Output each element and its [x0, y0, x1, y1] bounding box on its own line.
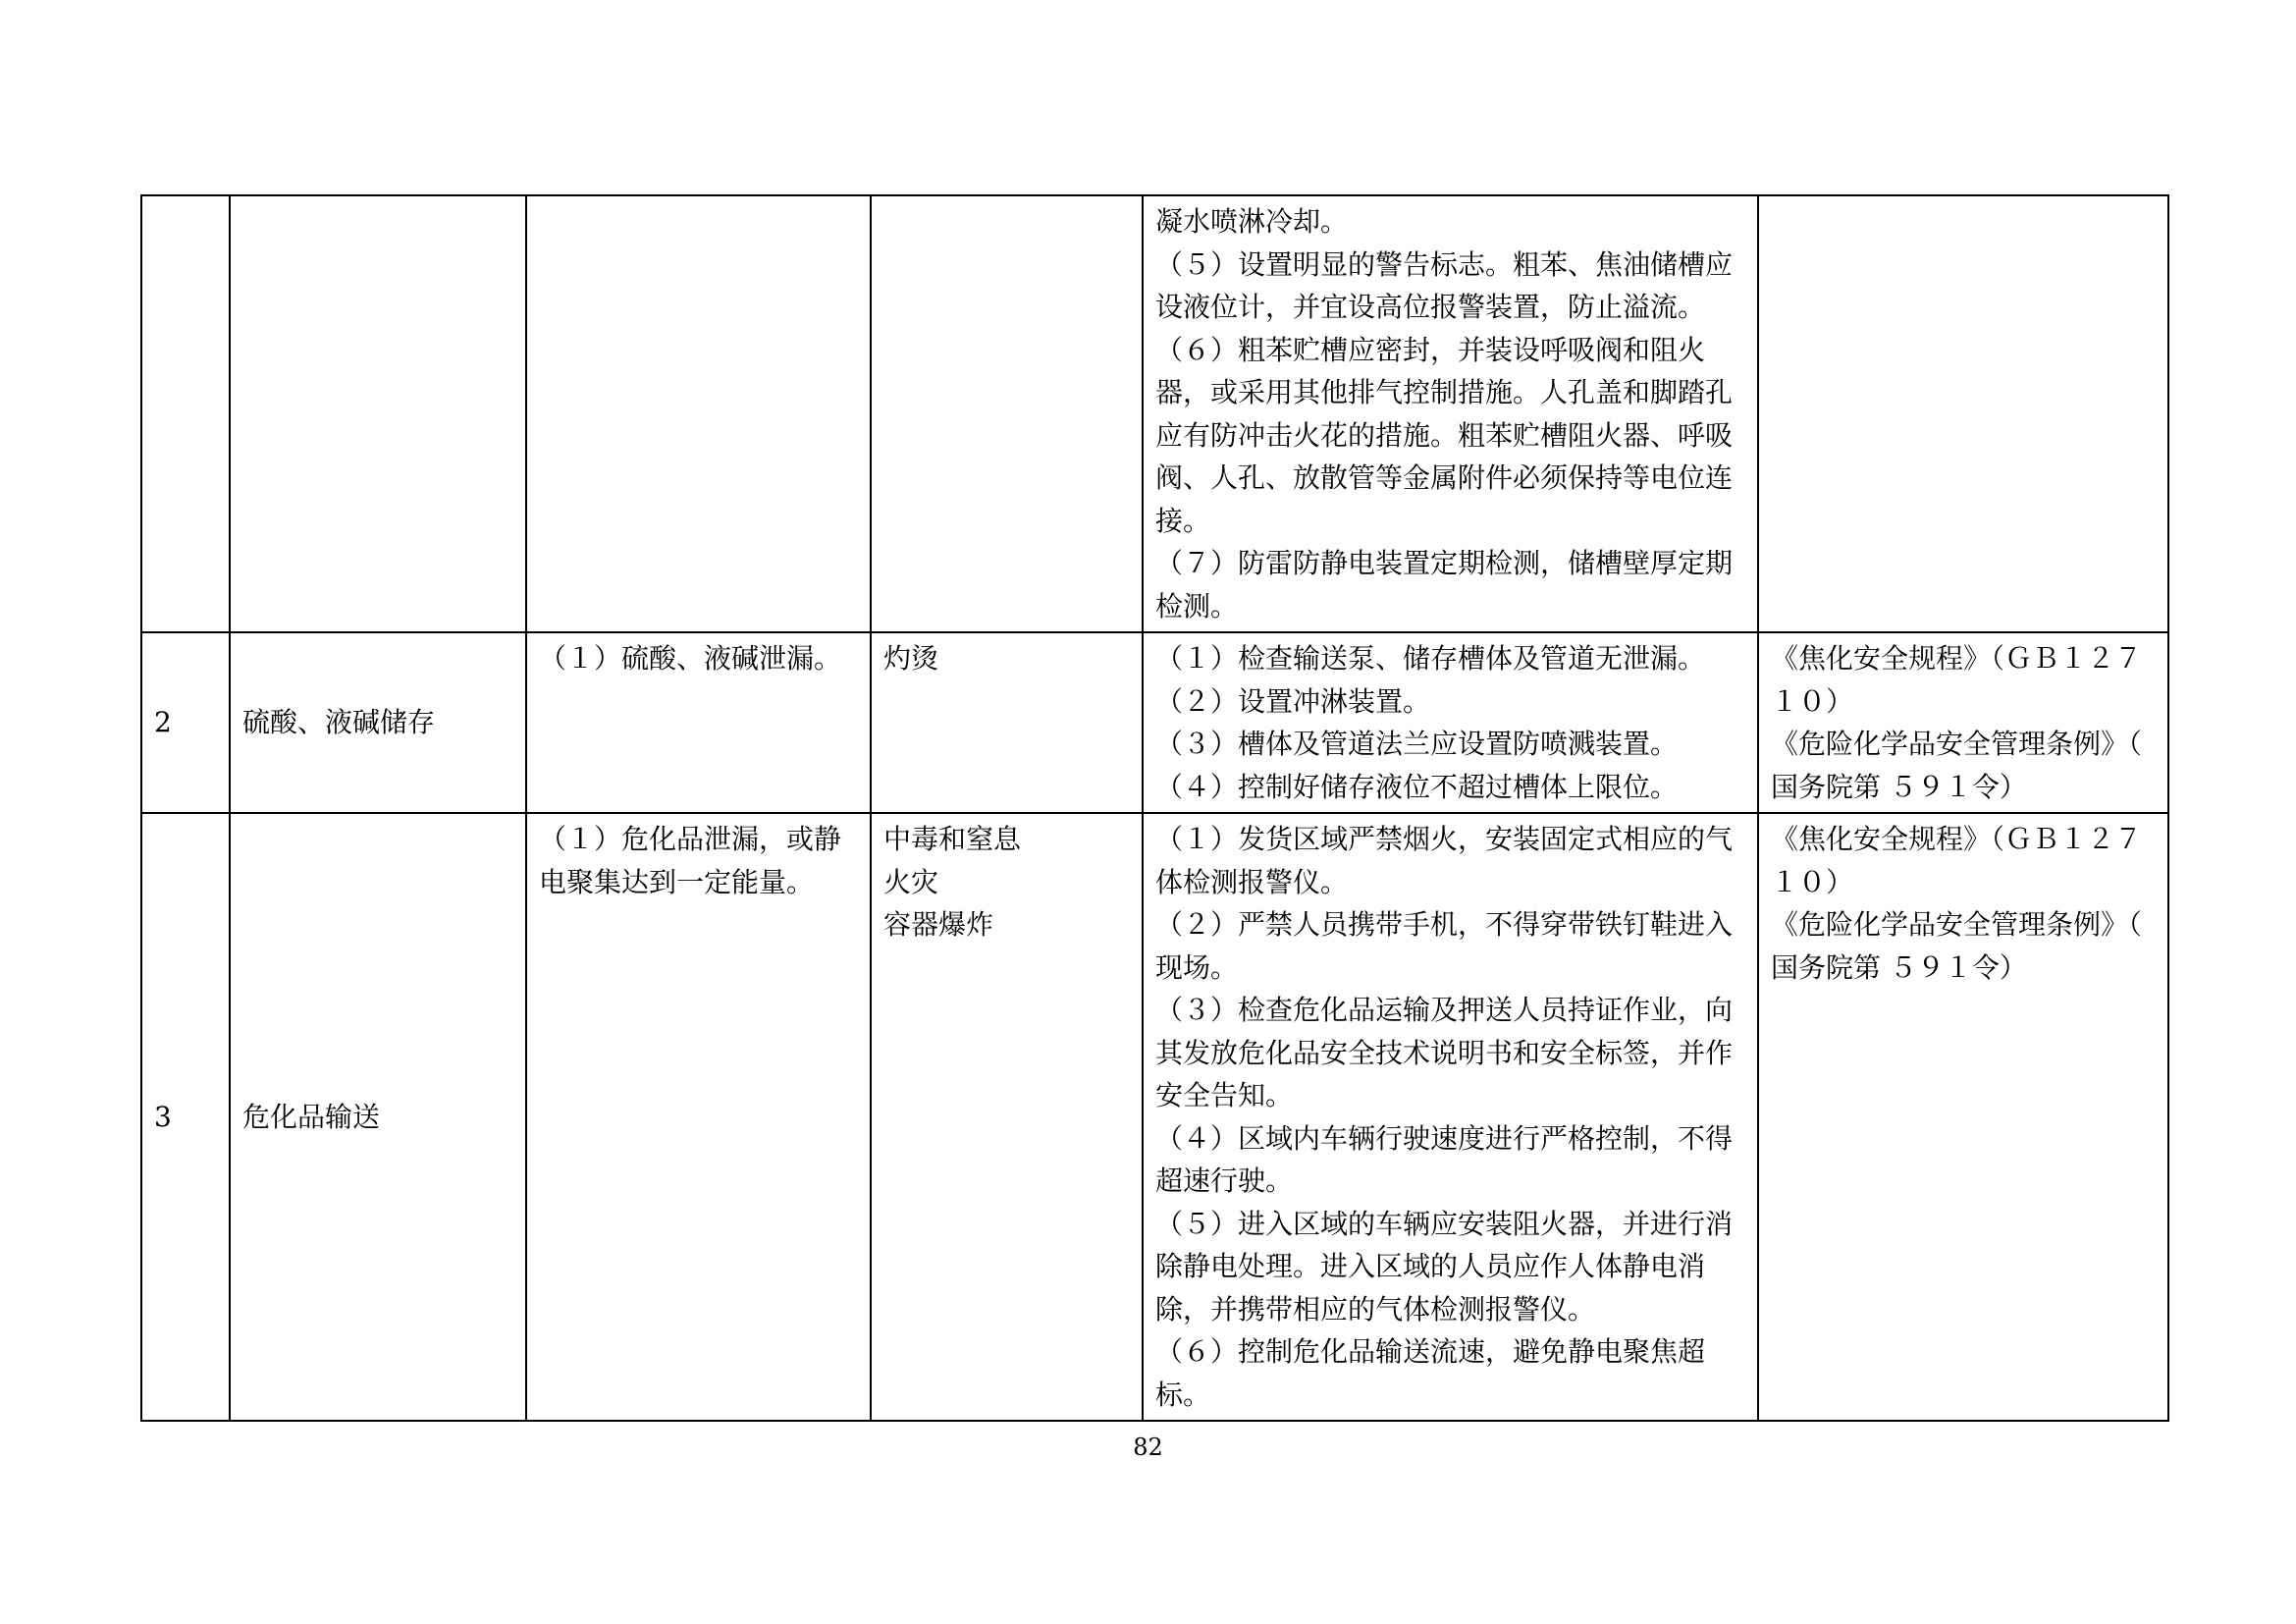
page-number: 82: [1133, 1434, 1163, 1461]
hazard-cell: [526, 813, 871, 1421]
basis-line: 《焦化安全规程》（ＧＢ１２７１０）: [1771, 823, 2143, 898]
accident-type-cell: [871, 813, 1143, 1421]
control-measures-cell: [1143, 813, 1758, 1421]
measure-line: （４）控制好储存液位不超过槽体上限位。: [1155, 770, 1679, 803]
control-measures-cell: [1143, 195, 1758, 632]
measure-line: （６）粗苯贮槽应密封，并装设呼吸阀和阻火器，或采用其他排气控制措施。人孔盖和脚踏孔应有防冲击火花的措施。粗苯贮槽阻火器、呼吸阀、人孔、放散管等金属附件必须保持等电位连接。: [1155, 333, 1734, 537]
basis-cell: [1758, 195, 2168, 632]
table-body: [141, 195, 2168, 1421]
measure-line: （７）防雷防静电装置定期检测，储槽壁厚定期检测。: [1155, 547, 1734, 623]
measure-line: （６）控制危化品输送流速，避免静电聚焦超标。: [1155, 1335, 1706, 1411]
measure-line: （３）检查危化品运输及押送人员持证作业，向其发放危化品安全技术说明书和安全标签，并作安全告知。: [1155, 994, 1734, 1111]
accident-type-line: 火灾: [883, 865, 939, 898]
measure-line: （２）严禁人员携带手机，不得穿带铁钉鞋进入现场。: [1155, 908, 1734, 984]
hazard-table: [140, 194, 2169, 1422]
basis-line: 《危险化学品安全管理条例》（ 国务院第 ５９１令）: [1771, 728, 2143, 803]
measure-line: （５）进入区域的车辆应安装阻火器，并进行消除静电处理。进入区域的人员应作人体静电消除，并携带相应的气体检测报警仪。: [1155, 1207, 1734, 1326]
hazard-line: （１）危化品泄漏，或静电聚集达到一定能量。: [539, 823, 842, 898]
basis-cell: [1758, 632, 2168, 813]
basis-cell: [1758, 813, 2168, 1421]
measure-line: （５）设置明显的警告标志。粗苯、焦油储槽应设液位计，并宜设高位报警装置，防止溢流。: [1155, 247, 1734, 323]
item-name-cell: [230, 195, 526, 632]
measure-line: 凝水喷淋冷却。: [1155, 205, 1349, 238]
basis-line: 《焦化安全规程》（ＧＢ１２７１０）: [1771, 642, 2143, 718]
accident-type-line: 中毒和窒息: [883, 823, 1022, 855]
basis-line: 《危险化学品安全管理条例》（ 国务院第 ５９１令）: [1771, 908, 2143, 984]
table-row: [141, 813, 2168, 1421]
accident-type-cell: [871, 195, 1143, 632]
row-number-cell: [141, 195, 230, 632]
hazard-cell: [526, 195, 871, 632]
item-name-cell: 硫酸、液碱储存: [230, 632, 526, 813]
control-measures-cell: [1143, 632, 1758, 813]
measure-line: （１）检查输送泵、储存槽体及管道无泄漏。: [1155, 642, 1706, 675]
measure-line: （３）槽体及管道法兰应设置防喷溅装置。: [1155, 728, 1679, 760]
hazard-line: （１）硫酸、液碱泄漏。: [539, 642, 842, 675]
measure-line: （１）发货区域严禁烟火，安装固定式相应的气体检测报警仪。: [1155, 823, 1734, 898]
accident-type-line: 灼烫: [883, 642, 939, 675]
table-row: [141, 195, 2168, 632]
accident-type-line: 容器爆炸: [883, 908, 994, 941]
measure-line: （４）区域内车辆行驶速度进行严格控制，不得超速行驶。: [1155, 1121, 1734, 1197]
accident-type-cell: [871, 632, 1143, 813]
table-row: [141, 632, 2168, 813]
item-name-cell: 危化品输送: [230, 813, 526, 1421]
measure-line: （２）设置冲淋装置。: [1155, 684, 1431, 718]
hazard-cell: [526, 632, 871, 813]
row-number-cell: 2: [141, 632, 230, 813]
row-number-cell: 3: [141, 813, 230, 1421]
